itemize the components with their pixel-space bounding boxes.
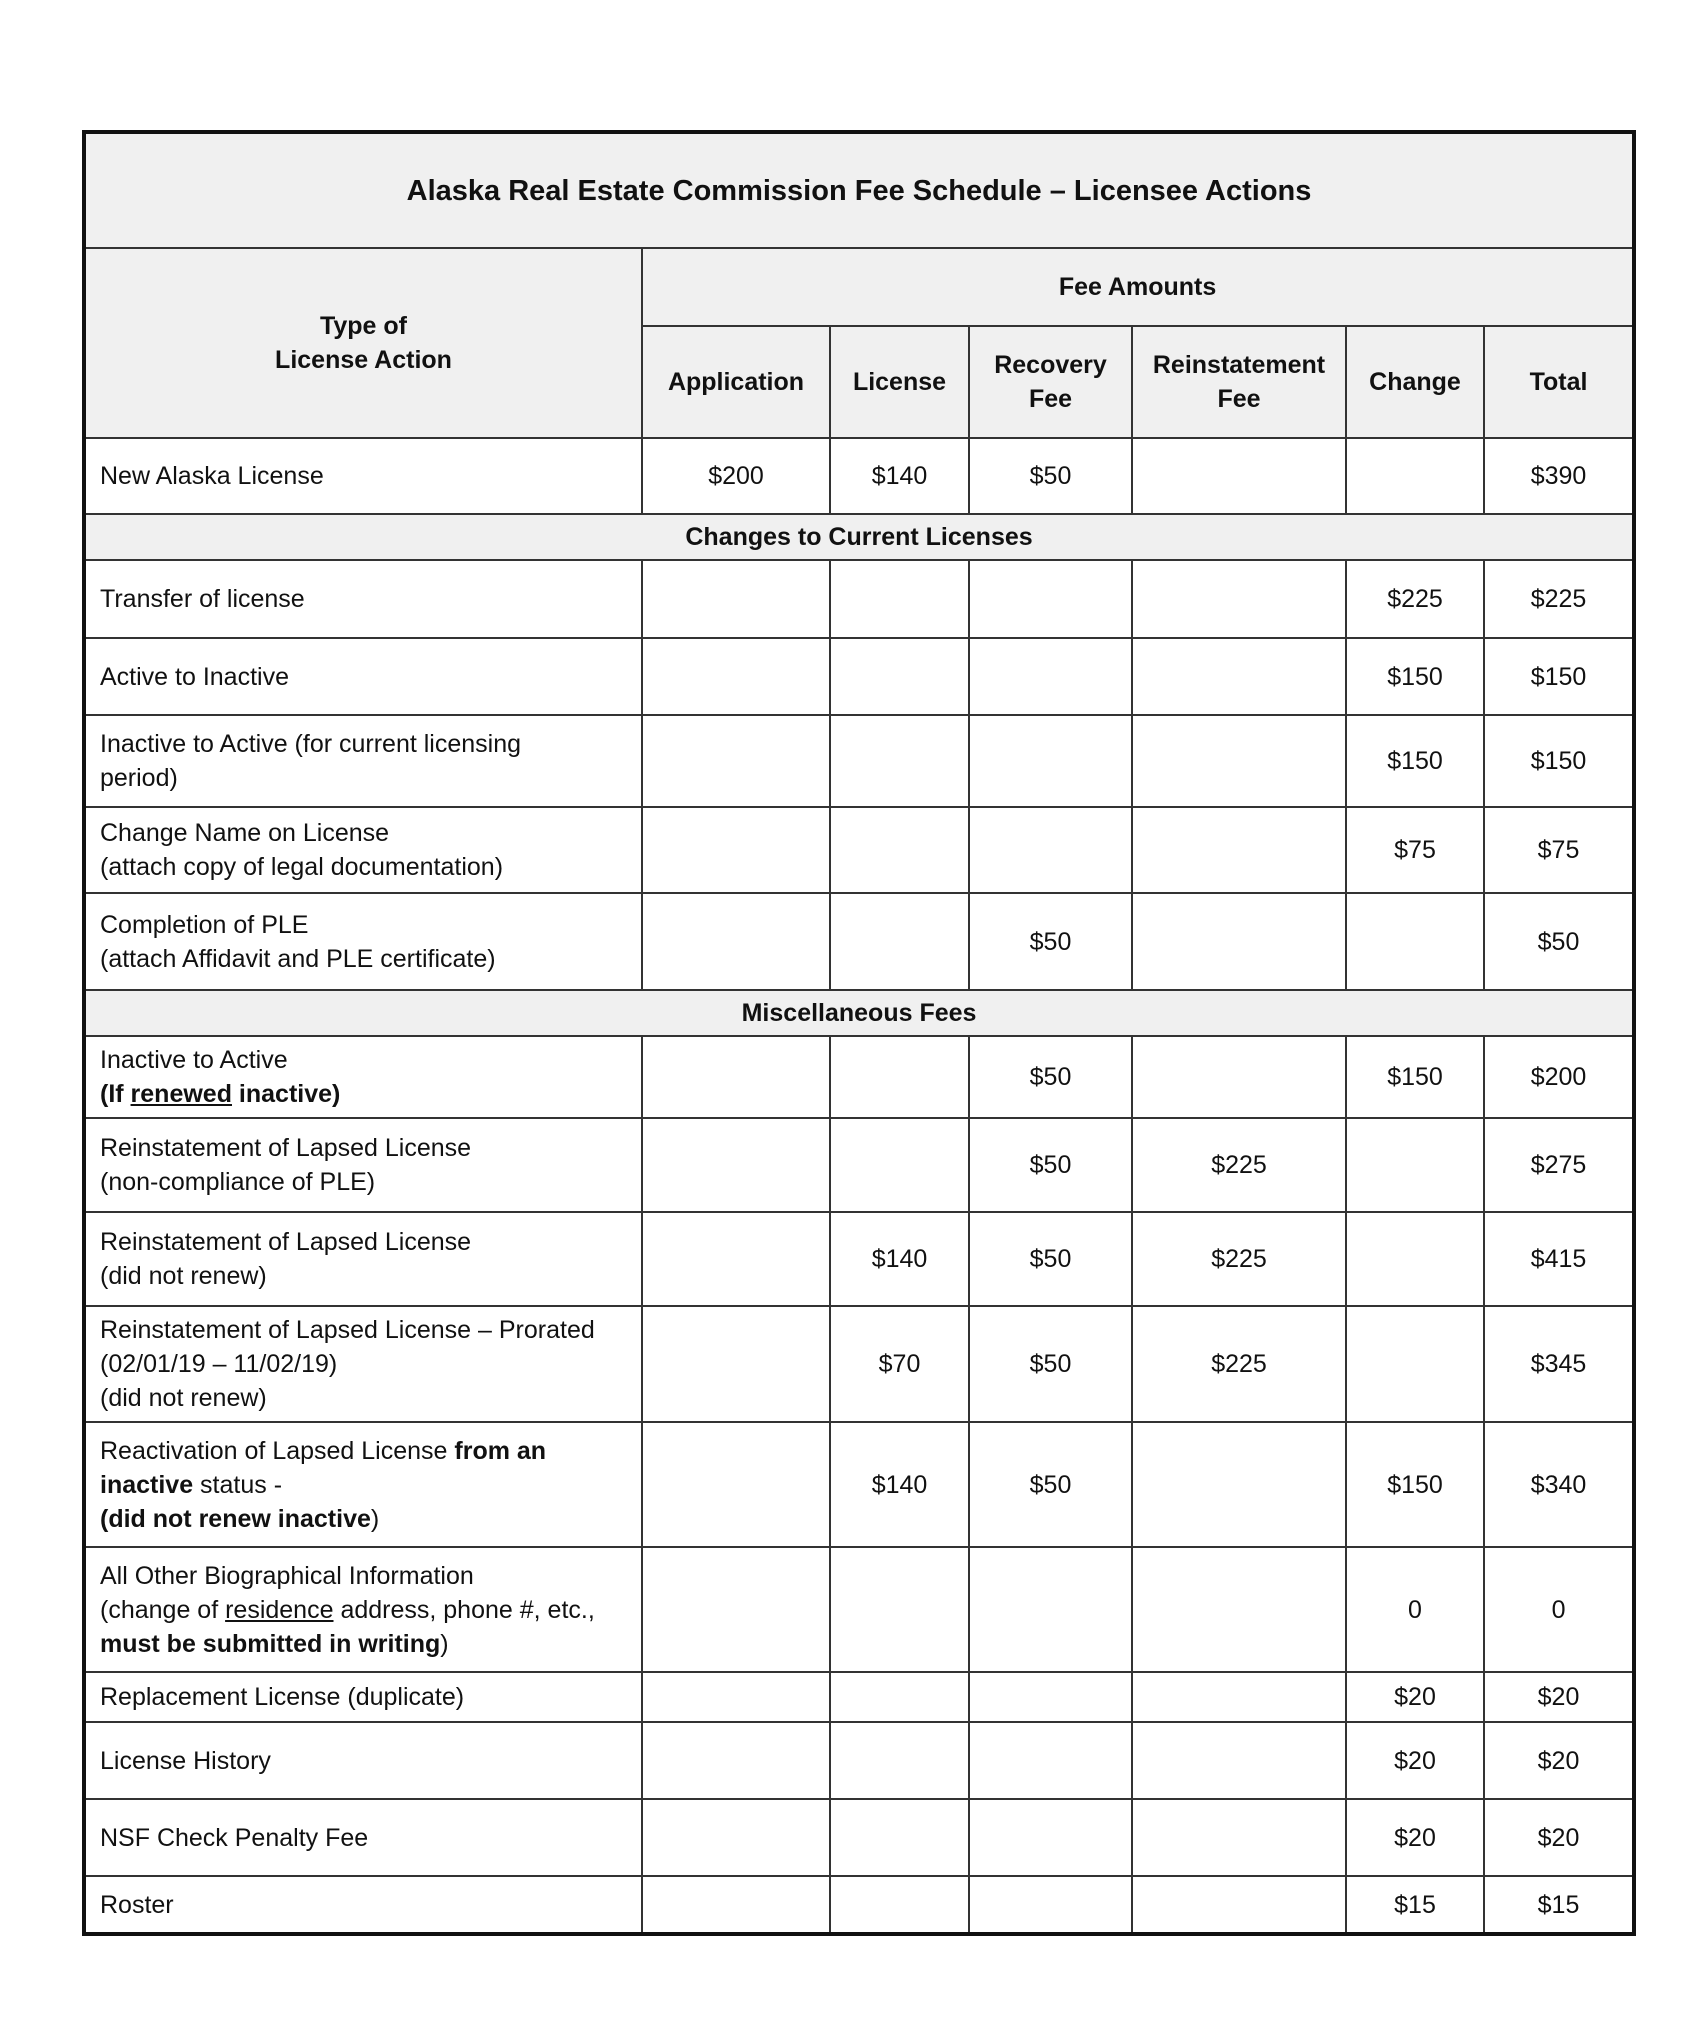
fee-cell-application (642, 1799, 830, 1876)
fee-cell-recovery-fee (969, 1799, 1132, 1876)
fee-cell-change (1346, 1306, 1484, 1422)
fee-cell-reinstatement-fee (1132, 438, 1346, 514)
fee-cell-reinstatement-fee: $225 (1132, 1306, 1346, 1422)
fee-cell-application (642, 807, 830, 893)
fee-cell-license (830, 1722, 969, 1799)
fee-cell-license (830, 715, 969, 807)
license-action-label (84, 1547, 642, 1672)
fee-cell-reinstatement-fee (1132, 1036, 1346, 1118)
fee-cell-change (1346, 893, 1484, 990)
section-heading-row (84, 990, 1634, 1036)
column-header-application (642, 326, 830, 438)
label-fragment: from an (454, 1436, 547, 1465)
fee-cell-application (642, 1672, 830, 1722)
label-fragment: (If (100, 1080, 131, 1108)
fee-cell-change: 0 (1346, 1547, 1484, 1672)
fee-cell-application (642, 1212, 830, 1306)
fee-cell-license (830, 1547, 969, 1672)
fee-cell-recovery-fee (969, 807, 1132, 893)
fee-cell-application (642, 1722, 830, 1799)
fee-cell-license (830, 1799, 969, 1876)
fee-cell-total: $340 (1484, 1422, 1634, 1547)
label-line: (02/01/19 – 11/02/19) (100, 1350, 338, 1378)
fee-cell-recovery-fee (969, 1876, 1132, 1934)
fee-cell-license (830, 1876, 969, 1934)
fee-cell-license: $140 (830, 1212, 969, 1306)
fee-cell-reinstatement-fee (1132, 807, 1346, 893)
license-action-label (84, 1422, 642, 1547)
fee-cell-recovery-fee: $50 (969, 438, 1132, 514)
label-fragment: residence (225, 1595, 334, 1624)
label-line: (attach Affidavit and PLE certificate) (100, 944, 496, 973)
fee-cell-change (1346, 438, 1484, 514)
type-of-action-header (84, 248, 642, 438)
fee-cell-change: $150 (1346, 1422, 1484, 1547)
label-line (100, 1077, 627, 1111)
fee-cell-recovery-fee (969, 1722, 1132, 1799)
fee-cell-recovery-fee: $50 (969, 1212, 1132, 1306)
fee-amounts-header: Fee Amounts (642, 248, 1634, 326)
label-line: (did not renew) (100, 1262, 267, 1290)
fee-cell-license (830, 807, 969, 893)
fee-cell-reinstatement-fee: $225 (1132, 1212, 1346, 1306)
label-line: Inactive to Active (for current licensing (100, 730, 522, 758)
license-action-label (84, 807, 642, 893)
label-line: period) (100, 764, 178, 792)
label-fragment: must be submitted in writing (100, 1629, 441, 1658)
fee-cell-recovery-fee: $50 (969, 893, 1132, 990)
fee-cell-license (830, 560, 969, 638)
column-header-line1: Application (667, 368, 805, 396)
fee-cell-license (830, 1672, 969, 1722)
fee-cell-reinstatement-fee (1132, 1876, 1346, 1934)
fee-cell-license: $140 (830, 438, 969, 514)
fee-cell-application (642, 715, 830, 807)
table-row (84, 1212, 1634, 1306)
table-row (84, 1118, 1634, 1212)
table-row (84, 560, 1634, 638)
label-line (100, 1502, 627, 1536)
license-action-label (84, 1672, 642, 1722)
label-line: All Other Biographical Information (100, 1561, 474, 1590)
label-line: Reinstatement of Lapsed License (100, 1228, 472, 1256)
fee-cell-recovery-fee: $50 (969, 1306, 1132, 1422)
license-action-label (84, 1306, 642, 1422)
fee-cell-recovery-fee (969, 1672, 1132, 1722)
fee-cell-application (642, 1547, 830, 1672)
label-line: (did not renew) (100, 1384, 267, 1412)
fee-cell-recovery-fee (969, 715, 1132, 807)
fee-cell-application (642, 1876, 830, 1934)
fee-cell-application (642, 1306, 830, 1422)
fee-cell-change (1346, 1118, 1484, 1212)
table-row (84, 1306, 1634, 1422)
fee-cell-total: $150 (1484, 715, 1634, 807)
fee-cell-total: $225 (1484, 560, 1634, 638)
fee-schedule-table (82, 130, 1636, 1936)
fee-cell-change: $225 (1346, 560, 1484, 638)
table-title: Alaska Real Estate Commission Fee Schedule – Licensee Actions (84, 132, 1634, 248)
license-action-label (84, 1722, 642, 1799)
fee-cell-change (1346, 1212, 1484, 1306)
label-line: Reinstatement of Lapsed License (100, 1134, 472, 1162)
license-action-label (84, 1212, 642, 1306)
fee-cell-license: $140 (830, 1422, 969, 1547)
fee-cell-reinstatement-fee (1132, 1799, 1346, 1876)
table-row (84, 715, 1634, 807)
fee-cell-recovery-fee: $50 (969, 1422, 1132, 1547)
type-of-action-line2: License Action (275, 346, 452, 374)
label-line: Inactive to Active (100, 1046, 288, 1074)
fee-cell-application (642, 1118, 830, 1212)
license-action-label (84, 560, 642, 638)
column-header-line1: Reinstatement (1152, 351, 1326, 379)
label-line: Roster (100, 1890, 174, 1919)
fee-cell-license (830, 1036, 969, 1118)
license-action-label (84, 715, 642, 807)
label-line: Active to Inactive (100, 662, 289, 691)
column-header-line1: Recovery (994, 351, 1107, 379)
fee-cell-reinstatement-fee: $225 (1132, 1118, 1346, 1212)
fee-cell-total: $275 (1484, 1118, 1634, 1212)
fee-cell-total: $390 (1484, 438, 1634, 514)
label-fragment: renewed (130, 1080, 232, 1108)
table-row (84, 893, 1634, 990)
column-header-license (830, 326, 969, 438)
fee-cell-change: $150 (1346, 1036, 1484, 1118)
license-action-label (84, 438, 642, 514)
label-fragment: (did not renew inactive (100, 1504, 371, 1533)
fee-cell-reinstatement-fee (1132, 1672, 1346, 1722)
label-line (100, 1434, 627, 1468)
fee-cell-change: $20 (1346, 1799, 1484, 1876)
table-row (84, 438, 1634, 514)
table-row (84, 638, 1634, 715)
table-row (84, 1422, 1634, 1547)
label-line (100, 1468, 627, 1502)
column-header-line1: Total (1529, 368, 1588, 396)
fee-cell-application (642, 638, 830, 715)
fee-cell-reinstatement-fee (1132, 638, 1346, 715)
column-header-recovery-fee (969, 326, 1132, 438)
fee-cell-change: $20 (1346, 1722, 1484, 1799)
label-fragment: ) (440, 1629, 449, 1658)
fee-cell-recovery-fee (969, 638, 1132, 715)
fee-cell-total: 0 (1484, 1547, 1634, 1672)
label-line (100, 1593, 627, 1627)
section-heading: Changes to Current Licenses (84, 514, 1634, 560)
table-row (84, 1876, 1634, 1934)
label-line: License History (100, 1746, 271, 1775)
fee-cell-total: $15 (1484, 1876, 1634, 1934)
label-line: Change Name on License (100, 819, 390, 847)
column-header-line1: Change (1369, 368, 1461, 396)
table-row (84, 1672, 1634, 1722)
fee-cell-total: $50 (1484, 893, 1634, 990)
label-fragment: status - (193, 1470, 283, 1499)
fee-cell-total: $20 (1484, 1672, 1634, 1722)
column-header-change (1346, 326, 1484, 438)
fee-cell-recovery-fee (969, 1547, 1132, 1672)
type-of-action-line1: Type of (319, 312, 408, 340)
fee-cell-total: $150 (1484, 638, 1634, 715)
label-line: Reinstatement of Lapsed License – Prorated (100, 1316, 595, 1344)
label-line: Completion of PLE (100, 910, 309, 939)
fee-cell-total: $20 (1484, 1799, 1634, 1876)
label-line: (non-compliance of PLE) (100, 1168, 376, 1196)
fee-cell-reinstatement-fee (1132, 893, 1346, 990)
label-fragment: Reactivation of Lapsed License (100, 1436, 455, 1465)
license-action-label (84, 1799, 642, 1876)
fee-cell-change: $150 (1346, 638, 1484, 715)
fee-cell-reinstatement-fee (1132, 1422, 1346, 1547)
fee-cell-application: $200 (642, 438, 830, 514)
license-action-label (84, 1118, 642, 1212)
fee-cell-license (830, 1118, 969, 1212)
fee-cell-total: $345 (1484, 1306, 1634, 1422)
label-line: (attach copy of legal documentation) (100, 853, 504, 881)
label-fragment: inactive (100, 1470, 194, 1499)
column-header-total (1484, 326, 1634, 438)
table-row (84, 1036, 1634, 1118)
table-row (84, 1547, 1634, 1672)
label-line: NSF Check Penalty Fee (100, 1823, 369, 1852)
fee-cell-recovery-fee: $50 (969, 1118, 1132, 1212)
fee-cell-reinstatement-fee (1132, 715, 1346, 807)
column-header-line1: License (852, 368, 947, 396)
table-row (84, 1722, 1634, 1799)
fee-cell-application (642, 1036, 830, 1118)
label-fragment: (change of (100, 1595, 226, 1624)
fee-cell-change: $20 (1346, 1672, 1484, 1722)
fee-cell-total: $415 (1484, 1212, 1634, 1306)
fee-cell-recovery-fee (969, 560, 1132, 638)
column-header-line2: Fee (1028, 385, 1073, 413)
table-row (84, 807, 1634, 893)
license-action-label (84, 638, 642, 715)
label-fragment: address, phone #, etc., (333, 1595, 595, 1624)
label-line (100, 1627, 627, 1661)
label-fragment: inactive) (231, 1080, 341, 1108)
fee-cell-recovery-fee: $50 (969, 1036, 1132, 1118)
fee-cell-reinstatement-fee (1132, 1722, 1346, 1799)
section-heading-row (84, 514, 1634, 560)
fee-cell-total: $20 (1484, 1722, 1634, 1799)
fee-cell-reinstatement-fee (1132, 1547, 1346, 1672)
fee-cell-change: $15 (1346, 1876, 1484, 1934)
label-fragment: ) (370, 1504, 380, 1533)
fee-cell-license (830, 893, 969, 990)
fee-cell-application (642, 560, 830, 638)
label-line: New Alaska License (100, 462, 324, 490)
fee-cell-reinstatement-fee (1132, 560, 1346, 638)
fee-cell-license (830, 638, 969, 715)
column-header-reinstatement-fee (1132, 326, 1346, 438)
fee-cell-application (642, 893, 830, 990)
fee-cell-application (642, 1422, 830, 1547)
label-line: Transfer of license (100, 585, 305, 613)
section-heading: Miscellaneous Fees (84, 990, 1634, 1036)
license-action-label (84, 1036, 642, 1118)
license-action-label (84, 1876, 642, 1934)
column-header-line2: Fee (1217, 385, 1261, 413)
fee-cell-change: $150 (1346, 715, 1484, 807)
table-row (84, 1799, 1634, 1876)
fee-cell-change: $75 (1346, 807, 1484, 893)
fee-cell-total: $75 (1484, 807, 1634, 893)
fee-cell-license: $70 (830, 1306, 969, 1422)
label-line: Replacement License (duplicate) (100, 1683, 465, 1711)
license-action-label (84, 893, 642, 990)
fee-cell-total: $200 (1484, 1036, 1634, 1118)
